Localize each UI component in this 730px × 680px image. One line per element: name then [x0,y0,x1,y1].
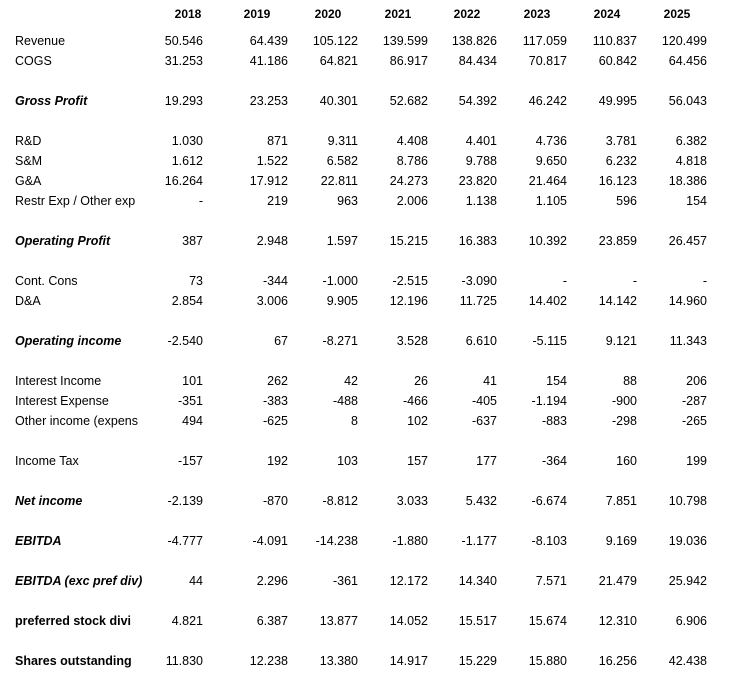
value-cell: 117.059 [522,34,567,48]
value-cell: 387 [182,234,203,248]
row-label: Interest Income [15,374,102,388]
value-cell: - [198,194,203,208]
value-cell: - [632,274,637,288]
row-label: Income Tax [15,454,79,468]
value-cell: 40.301 [319,94,358,108]
table-row [0,454,730,470]
value-cell: 23.820 [458,174,497,188]
value-cell: 7.571 [535,574,567,588]
value-cell: -8.103 [531,534,567,548]
value-cell: 963 [337,194,358,208]
value-cell: 103 [337,454,358,468]
value-cell: 1.105 [535,194,567,208]
value-cell: 3.781 [605,134,637,148]
value-cell: -361 [332,574,358,588]
value-cell: -3.090 [461,274,497,288]
value-cell: 1.138 [465,194,497,208]
value-cell: 88 [623,374,637,388]
value-cell: 15.880 [528,654,567,668]
value-cell: -6.674 [531,494,567,508]
value-cell: 3.528 [396,334,428,348]
value-cell: -637 [471,414,497,428]
value-cell: 2.948 [256,234,288,248]
value-cell: 21.464 [528,174,567,188]
row-label: Restr Exp / Other exp [15,194,136,208]
table-row [0,94,730,110]
table-row [0,274,730,290]
value-cell: 199 [686,454,707,468]
value-cell: 56.043 [668,94,707,108]
value-cell: -883 [541,414,567,428]
value-cell: -2.515 [392,274,428,288]
value-cell: 11.343 [669,334,707,348]
value-cell: 23.859 [598,234,637,248]
value-cell: 120.499 [661,34,707,48]
value-cell: 42.438 [668,654,707,668]
value-cell: 105.122 [312,34,358,48]
value-cell: 14.340 [458,574,497,588]
row-label: R&D [15,134,42,148]
value-cell: 13.380 [319,654,358,668]
value-cell: 1.030 [171,134,203,148]
value-cell: -1.194 [531,394,567,408]
value-cell: 19.036 [668,534,707,548]
value-cell: 5.432 [465,494,497,508]
value-cell: - [702,274,707,288]
row-label: EBITDA (exc pref div) [15,574,143,588]
value-cell: 7.851 [605,494,637,508]
value-cell: 67 [274,334,288,348]
table-row [0,294,730,310]
value-cell: -14.238 [315,534,358,548]
value-cell: 11.830 [165,654,203,668]
value-cell: - [562,274,567,288]
table-row [0,54,730,70]
value-cell: 14.402 [528,294,567,308]
value-cell: 14.960 [668,294,707,308]
value-cell: 22.811 [320,174,358,188]
value-cell: -900 [611,394,637,408]
year-header: 2019 [243,7,271,21]
value-cell: 41 [483,374,497,388]
row-label: S&M [15,154,43,168]
value-cell: 26 [414,374,428,388]
value-cell: 73 [189,274,203,288]
value-cell: -2.139 [167,494,203,508]
value-cell: 15.517 [458,614,497,628]
value-cell: 6.906 [675,614,707,628]
value-cell: 160 [616,454,637,468]
value-cell: -1.177 [461,534,497,548]
value-cell: 6.232 [605,154,637,168]
value-cell: 64.821 [319,54,358,68]
value-cell: 64.456 [668,54,707,68]
value-cell: 16.383 [458,234,497,248]
value-cell: 70.817 [528,54,567,68]
value-cell: 18.386 [668,174,707,188]
value-cell: 6.610 [465,334,497,348]
value-cell: 11.725 [459,294,497,308]
value-cell: 9.650 [535,154,567,168]
value-cell: 17.912 [249,174,288,188]
row-label: Operating Profit [15,234,111,248]
value-cell: -364 [541,454,567,468]
value-cell: 16.264 [164,174,203,188]
table-row [0,34,730,50]
value-cell: 6.382 [675,134,707,148]
value-cell: 1.597 [326,234,358,248]
value-cell: 50.546 [164,34,203,48]
value-cell: 10.392 [528,234,567,248]
value-cell: 41.186 [249,54,288,68]
value-cell: 2.006 [396,194,428,208]
value-cell: -870 [262,494,288,508]
value-cell: 12.238 [249,654,288,668]
value-cell: 1.612 [171,154,203,168]
value-cell: 219 [267,194,288,208]
value-cell: 86.917 [389,54,428,68]
row-label: EBITDA [15,534,62,548]
table-row [0,234,730,250]
row-label: Cont. Cons [15,274,78,288]
value-cell: -4.091 [252,534,288,548]
value-cell: 9.121 [605,334,637,348]
value-cell: 25.942 [668,574,707,588]
value-cell: -5.115 [532,334,567,348]
value-cell: 1.522 [256,154,288,168]
value-cell: 8.786 [396,154,428,168]
value-cell: 54.392 [458,94,497,108]
year-header: 2020 [314,7,342,21]
value-cell: 101 [182,374,203,388]
value-cell: 15.229 [458,654,497,668]
value-cell: 4.818 [675,154,707,168]
value-cell: -488 [332,394,358,408]
value-cell: 871 [267,134,288,148]
table-row [0,194,730,210]
table-row [0,614,730,630]
value-cell: 24.273 [389,174,428,188]
value-cell: -4.777 [167,534,203,548]
row-label: Revenue [15,34,66,48]
value-cell: -265 [681,414,707,428]
value-cell: 154 [686,194,707,208]
value-cell: 3.033 [396,494,428,508]
value-cell: 138.826 [451,34,497,48]
value-cell: 206 [686,374,707,388]
value-cell: 6.582 [326,154,358,168]
value-cell: 4.736 [535,134,567,148]
value-cell: -351 [177,394,203,408]
value-cell: 9.905 [326,294,358,308]
year-header: 2025 [663,7,691,21]
value-cell: 15.215 [389,234,428,248]
value-cell: -298 [611,414,637,428]
row-label: G&A [15,174,42,188]
value-cell: 26.457 [668,234,707,248]
table-row [0,334,730,350]
year-header: 2021 [384,7,412,21]
value-cell: 8 [351,414,358,428]
table-row [0,174,730,190]
value-cell: 16.256 [598,654,637,668]
value-cell: 14.142 [598,294,637,308]
year-header: 2024 [593,7,621,21]
value-cell: 42 [344,374,358,388]
row-label: Other income (expens [15,414,138,428]
table-row [0,574,730,590]
value-cell: -8.812 [322,494,358,508]
value-cell: -625 [262,414,288,428]
value-cell: 49.995 [598,94,637,108]
table-row [0,494,730,510]
value-cell: 494 [182,414,203,428]
row-label: Shares outstanding [15,654,132,668]
value-cell: -1.880 [392,534,428,548]
value-cell: 14.052 [389,614,428,628]
value-cell: -344 [262,274,288,288]
value-cell: 2.854 [171,294,203,308]
value-cell: 4.401 [465,134,497,148]
value-cell: 262 [267,374,288,388]
value-cell: 10.798 [668,494,707,508]
table-row [0,154,730,170]
year-header: 2018 [174,7,202,21]
value-cell: 44 [189,574,203,588]
row-label: D&A [15,294,41,308]
value-cell: 6.387 [256,614,288,628]
value-cell: -287 [681,394,707,408]
value-cell: 52.682 [389,94,428,108]
value-cell: 12.196 [389,294,428,308]
value-cell: 9.788 [465,154,497,168]
value-cell: 31.253 [164,54,203,68]
value-cell: -2.540 [167,334,203,348]
value-cell: 596 [616,194,637,208]
value-cell: -466 [402,394,428,408]
value-cell: 4.821 [171,614,203,628]
value-cell: 84.434 [458,54,497,68]
value-cell: -383 [262,394,288,408]
year-header: 2022 [453,7,481,21]
year-header: 2023 [523,7,551,21]
value-cell: 154 [546,374,567,388]
value-cell: -8.271 [322,334,358,348]
value-cell: 19.293 [164,94,203,108]
value-cell: 12.172 [389,574,428,588]
value-cell: 23.253 [249,94,288,108]
value-cell: 192 [267,454,288,468]
row-label: Interest Expense [15,394,109,408]
value-cell: 9.169 [605,534,637,548]
row-label: Operating income [15,334,122,348]
table-row [0,134,730,150]
value-cell: 15.674 [528,614,567,628]
table-row [0,374,730,390]
value-cell: 3.006 [256,294,288,308]
value-cell: 2.296 [256,574,288,588]
value-cell: 13.877 [319,614,358,628]
value-cell: 157 [407,454,428,468]
value-cell: 21.479 [598,574,637,588]
value-cell: 14.917 [389,654,428,668]
table-row [0,394,730,410]
value-cell: 46.242 [528,94,567,108]
value-cell: 4.408 [396,134,428,148]
value-cell: 110.837 [592,34,637,48]
table-row [0,654,730,670]
value-cell: 9.311 [327,134,358,148]
row-label: Gross Profit [15,94,88,108]
row-label: Net income [15,494,83,508]
value-cell: 177 [476,454,497,468]
value-cell: 64.439 [249,34,288,48]
table-row [0,414,730,430]
table-row [0,534,730,550]
value-cell: -1.000 [322,274,358,288]
row-label: preferred stock divi [15,614,132,628]
value-cell: 16.123 [598,174,637,188]
value-cell: -405 [471,394,497,408]
value-cell: 12.310 [598,614,637,628]
value-cell: 102 [407,414,428,428]
row-label: COGS [15,54,52,68]
value-cell: 60.842 [598,54,637,68]
value-cell: -157 [177,454,203,468]
value-cell: 139.599 [382,34,428,48]
